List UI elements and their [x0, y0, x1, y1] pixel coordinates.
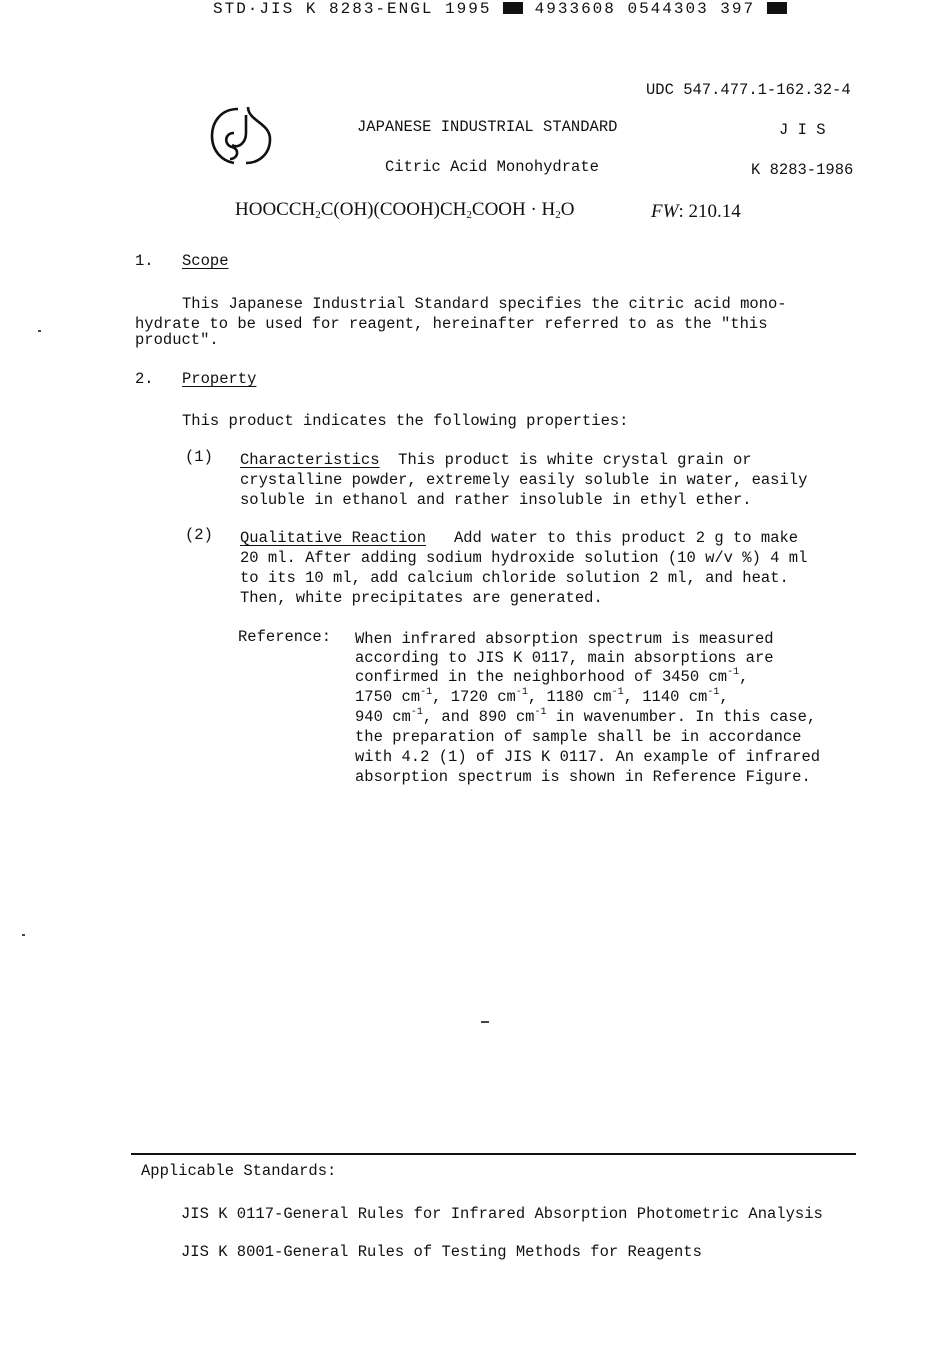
reference-line: absorption spectrum is shown in Reference Figure.: [355, 768, 811, 786]
item-2-line: 20 ml. After adding sodium hydroxide solution (10 w/v %) 4 ml: [240, 549, 808, 567]
redaction-block: [503, 2, 523, 14]
reference-line: [355, 687, 729, 707]
header-stamp: [213, 0, 787, 18]
item-2-first-line: [240, 528, 798, 548]
exponent: -1: [420, 687, 433, 698]
chemical-formula: [235, 199, 575, 221]
applicable-heading: Applicable Standards:: [141, 1162, 337, 1180]
reference-line: the preparation of sample shall be in accordance: [355, 728, 802, 746]
reference-text: confirmed in the neighborhood of 3450 cm: [355, 668, 728, 686]
scan-speck: [38, 330, 41, 332]
applicable-item: JIS K 8001-General Rules of Testing Methods for Reagents: [181, 1243, 702, 1261]
item-1-text: This product is white crystal grain or: [398, 451, 752, 469]
reference-line: with 4.2 (1) of JIS K 0117. An example of infrared: [355, 748, 821, 766]
header-stamp-left: STD·JIS K 8283-ENGL 1995: [213, 0, 492, 18]
formula-part: C(OH)(COOH)CH: [320, 199, 467, 220]
formula-subscript: 2: [555, 209, 561, 221]
formula-weight: [651, 201, 741, 223]
scope-line: This Japanese Industrial Standard specifies the citric acid mono-: [182, 295, 787, 313]
formula-subscript: 2: [315, 209, 321, 221]
reference-line: [355, 667, 748, 687]
scan-speck: [22, 934, 25, 936]
reference-text: 940 cm: [355, 708, 411, 726]
reference-line: [355, 707, 816, 727]
reference-text: , 1140 cm: [623, 688, 708, 706]
jis-mark: J I S: [779, 121, 826, 139]
item-1-line: soluble in ethanol and rather insoluble in ethyl ether.: [240, 491, 752, 509]
footer-rule: [131, 1153, 856, 1155]
item-1-line: crystalline powder, extremely easily soluble in water, easily: [240, 471, 808, 489]
reference-label: Reference:: [238, 628, 332, 646]
fw-value: : 210.14: [678, 201, 741, 222]
item-2-number: (2): [185, 526, 213, 544]
product-name: Citric Acid Monohydrate: [385, 158, 599, 176]
reference-text: 1750 cm: [355, 688, 421, 706]
item-1-first-line: [240, 450, 752, 470]
applicable-item: JIS K 0117-General Rules for Infrared Absorption Photometric Analysis: [181, 1205, 823, 1223]
item-1-title: Characteristics: [240, 451, 380, 469]
item-2-line: to its 10 ml, add calcium chloride solution 2 ml, and heat.: [240, 569, 789, 587]
formula-part: COOH · H: [471, 199, 556, 220]
section-2-number: 2.: [135, 370, 154, 388]
section-2-title: Property: [182, 370, 257, 388]
udc-code: UDC 547.477.1-162.32-4: [646, 81, 851, 99]
reference-text: , and 890 cm: [422, 708, 535, 726]
header-stamp-middle: 4933608 0544303 397: [534, 0, 756, 18]
item-2-text: Add water to this product 2 g to make: [453, 529, 799, 547]
standard-title: JAPANESE INDUSTRIAL STANDARD: [357, 118, 618, 136]
exponent: -1: [534, 707, 547, 718]
property-intro: This product indicates the following properties:: [182, 412, 629, 430]
formula-part: O: [560, 199, 575, 220]
exponent: -1: [611, 687, 624, 698]
item-1-number: (1): [185, 448, 213, 466]
reference-line: according to JIS K 0117, main absorptions are: [355, 649, 774, 667]
formula-part: HOOCCH: [235, 199, 316, 220]
exponent: -1: [515, 687, 528, 698]
section-1-number: 1.: [135, 252, 154, 270]
exponent: -1: [707, 687, 720, 698]
redaction-block: [767, 2, 787, 14]
reference-text: , 1180 cm: [527, 688, 612, 706]
item-2-line: Then, white precipitates are generated.: [240, 589, 603, 607]
scope-line: hydrate to be used for reagent, hereinafter referred to as the "this: [135, 315, 768, 333]
reference-line: When infrared absorption spectrum is measured: [355, 630, 774, 648]
comma: ,: [739, 668, 749, 686]
standard-number: K 8283-1986: [751, 161, 854, 179]
item-2-title: Qualitative Reaction: [240, 529, 427, 547]
scan-speck: [481, 1021, 489, 1023]
exponent: -1: [727, 667, 740, 678]
comma: ,: [719, 688, 729, 706]
section-1-title: Scope: [182, 252, 229, 270]
reference-text: , 1720 cm: [432, 688, 516, 706]
reference-text: in wavenumber. In this case,: [546, 708, 817, 726]
fw-label: FW: [651, 201, 679, 222]
scope-line: product".: [135, 331, 219, 349]
jis-logo-icon: [208, 103, 274, 169]
exponent: -1: [410, 707, 423, 718]
formula-subscript: 2: [466, 209, 472, 221]
